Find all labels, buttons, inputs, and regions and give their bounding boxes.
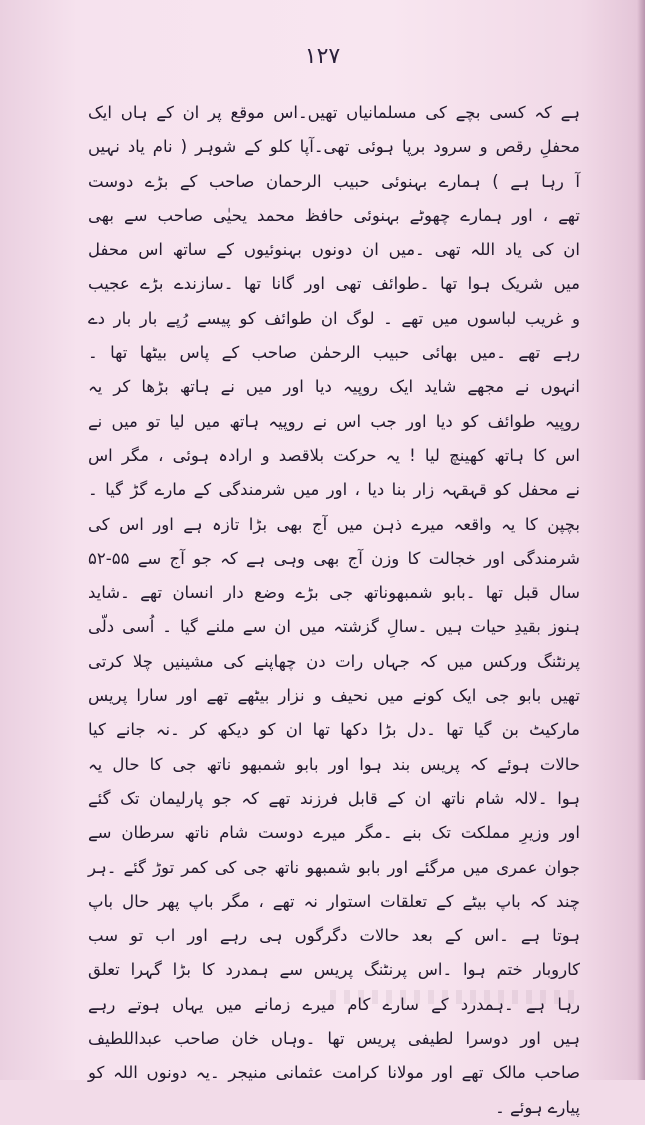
text-line: مارکیٹ بن گیا تھا ۔دل بڑا دکھا تھا ان کو دیکھ کر ۔نہ جانے کیا bbox=[88, 720, 580, 740]
text-line: حالات ہوئے کہ پریس بند ہوا اور بابو شمبھو ناتھ جی کا حال یہ bbox=[88, 754, 580, 774]
text-line: رہے تھے ۔میں بھائی حبیب الرحمٰن صاحب کے پاس بیٹھا تھا ۔ bbox=[88, 343, 580, 363]
text-line: نے محفل کو قہقہہ زار بنا دیا ، اور میں شرمندگی کے مارے گڑ گیا ۔ bbox=[88, 480, 580, 500]
text-line: روپیہ طوائف کو دیا اور جب اس نے روپیہ ہاتھ میں لیا تو میں نے bbox=[88, 411, 580, 431]
text-line: اور وزیرِ مملکت تک بنے ۔مگر میرے دوست شام ناتھ سرطان سے bbox=[88, 823, 580, 843]
text-line: ہے کہ کسی بچے کی مسلمانیاں تھیں۔اس موقع پر ان کے ہاں ایک bbox=[88, 103, 580, 122]
text-line: آ رہا ہے ) ہمارے بہنوئی حبیب الرحمان صاحب کے بڑے دوست bbox=[88, 171, 580, 191]
text-line: انہوں نے مجھے شاید ایک روپیہ دیا اور میں نے ہاتھ بڑھا کر یہ bbox=[88, 377, 580, 397]
text-line: کاروبار ختم ہوا ۔اس پرنٹنگ پریس سے ہمدرد کا بڑا گہرا تعلق bbox=[88, 960, 580, 980]
page-edge-shadow bbox=[637, 0, 645, 1080]
text-line: چند کہ باپ بیٹے کے تعلقات استوار نہ تھے ، مگر باپ پھر حال باپ bbox=[88, 891, 580, 911]
text-line: ان کی یاد اللہ تھی ۔میں ان دونوں بہنوئیوں کے ساتھ اس محفل bbox=[88, 240, 580, 260]
text-line-last: پیارے ہوئے ۔ bbox=[495, 1097, 580, 1117]
text-line: پرنٹنگ ورکس میں کہ جہاں رات دن چھاپنے کی مشینیں چلا کرتی bbox=[88, 651, 580, 671]
text-line: ہوتا ہے ۔اس کے بعد حالات دگرگوں ہی رہے اور اب تو سب bbox=[88, 926, 580, 946]
text-line: و غریب لباسوں میں تھے ۔ لوگ ان طوائف کو پیسے رُپے بار بار دے bbox=[88, 308, 580, 328]
bleed-through-shadow bbox=[330, 990, 580, 1004]
text-line: میں شریک ہوا تھا ۔طوائف تھی اور گانا تھا ۔سازندے بڑے عجیب bbox=[88, 274, 580, 294]
text-line: صاحب مالک تھے اور مولانا کرامت عثمانی منیجر ۔یہ دونوں اللہ کو bbox=[88, 1063, 580, 1083]
text-line: بچپن کا یہ واقعہ میرے ذہن میں آج بھی بڑا تازہ ہے اور اس کی bbox=[88, 514, 580, 534]
text-line: تھیں بابو جی ایک کونے میں نحیف و نزار بیٹھے تھے اور سارا پریس bbox=[88, 686, 580, 706]
text-line: ہوا ۔لالہ شام ناتھ ان کے قابل فرزند تھے کہ جو پارلیمان تک گئے bbox=[88, 788, 580, 808]
page-number: ۱۲۷ bbox=[304, 44, 341, 69]
body-text bbox=[88, 96, 580, 1125]
text-line: شرمندگی اور خجالت کا وزن آج بھی وہی ہے کہ جو آج سے ۵۵-۵۲ bbox=[88, 548, 580, 568]
text-line: تھے ، اور ہمارے چھوٹے بہنوئی حافظ محمد یحیٰی صاحب سے بھی bbox=[88, 205, 580, 225]
text-line: رہا ہے ۔ہمدرد کے سارے کام میرے زمانے میں یہاں ہوتے رہے bbox=[88, 994, 580, 1014]
text-line: ہنوز بقیدِ حیات ہیں ۔سالِ گزشتہ میں ان سے ملنے گیا ۔ اُسی دلّی bbox=[88, 617, 580, 637]
text-line: اس کا ہاتھ کھینچ لیا ! یہ حرکت بلاقصد و ارادہ ہوئی ، مگر اس bbox=[88, 445, 580, 465]
text-line: سال قبل تھا ۔بابو شمبھوناتھ جی بڑے وضع دار انسان تھے ۔شاید bbox=[88, 583, 580, 603]
text-line: محفلِ رقص و سرود برپا ہوئی تھی۔آپا کلو کے شوہر ( نام یاد نہیں bbox=[88, 137, 580, 157]
text-line: ہیں اور دوسرا لطیفی پریس تھا ۔وہاں خان صاحب عبداللطیف bbox=[88, 1029, 580, 1049]
text-line: جوان عمری میں مرگئے اور بابو شمبھو ناتھ جی کی کمر توڑ گئے ۔ہر bbox=[88, 857, 580, 877]
